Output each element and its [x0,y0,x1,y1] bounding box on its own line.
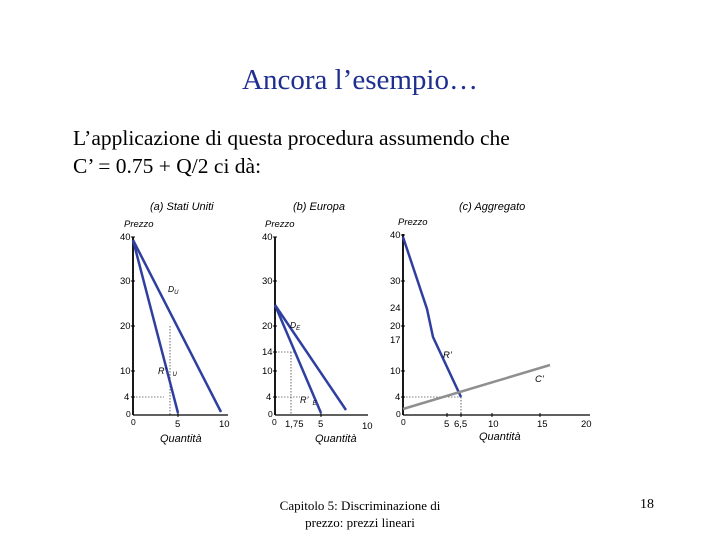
panel-agg-ytick-40: 40 [390,230,401,241]
panel-us-mr-line [133,240,178,413]
panel-agg-ytick-30: 30 [390,276,401,287]
panel-eu-ytick-30: 30 [262,276,273,287]
slide-footer [260,497,460,531]
panel-us-demand-label: $D_U$ [168,284,179,296]
panel-agg-mc-line [403,365,550,409]
panel-eu-xtick-0: 0 [272,417,277,427]
panel-us-title: (a) Stati Uniti [150,201,214,213]
panel-agg-xlabel: Quantità [479,431,521,443]
panel-agg-ytick-24: 24 [390,303,401,314]
panel-agg-xtick-0: 0 [401,417,406,427]
panel-us-ytick-0: 0 [126,409,131,419]
panel-us-xtick-0: 0 [131,417,136,427]
panel-agg-xtick-5: 5 [444,419,450,430]
panel-eu-title: (b) Europa [293,201,345,213]
panel-agg-title: (c) Aggregato [459,201,526,213]
panel-eu-ytick-14: 14 [262,347,273,358]
panel-eu-ytick-20: 20 [262,321,273,332]
panel-us-ytick-20: 20 [120,321,131,332]
footer-line-2: prezzo: prezzi lineari [305,515,415,530]
panel-eu-xtick-1-75: 1,75 [285,419,304,430]
panel-us-ytick-4: 4 [124,392,130,403]
panel-agg-mr-label: R’ [443,350,452,361]
panel-agg-ytick-20: 20 [390,321,401,332]
intro-line-2: C’ = 0.75 + Q/2 ci dà: [73,154,262,178]
panel-agg-mc-label: C’ [535,374,544,385]
panel-us-mr-label: R’ $_U$ [158,366,177,378]
panel-eu-ytick-0: 0 [268,409,273,419]
panel-us-xtick-10: 10 [219,419,230,430]
panel-agg-xtick-20: 20 [581,419,592,430]
slide-title: Ancora l’esempio… [242,64,478,96]
panel-agg-ytick-10: 10 [390,366,401,377]
panel-us-xlabel: Quantità [160,433,202,445]
panel-eu-xtick-5: 5 [318,419,324,430]
panel-us-demand-line [133,240,221,412]
panel-eu-xtick-10: 10 [362,421,373,432]
panel-agg-xtick-10: 10 [488,419,499,430]
panel-eu-xlabel: Quantità [315,433,357,445]
panel-us-ytick-30: 30 [120,276,131,287]
panel-eu [262,201,373,445]
panel-agg-xtick-6-5: 6,5 [454,419,468,430]
panel-agg-ytick-17: 17 [390,335,401,346]
panel-agg-ytick-4: 4 [395,392,401,403]
panel-us-ytick-10: 10 [120,366,131,377]
page-number: 18 [640,497,654,512]
panel-us-ytick-40: 40 [120,232,131,243]
panel-eu-ytick-10: 10 [262,366,273,377]
panel-eu-demand-line [275,305,346,410]
panel-agg-xtick-15: 15 [537,419,548,430]
intro-line-1: L’applicazione di questa procedura assumendo che [73,126,510,150]
panel-eu-mr-label: R’ $_E$ [300,395,317,407]
panel-agg-ylabel: Prezzo [398,217,428,228]
footer-line-1: Capitolo 5: Discriminazione di [279,498,441,513]
panel-agg [390,201,592,443]
panel-eu-ytick-40: 40 [262,232,273,243]
panel-us-xtick-5: 5 [175,419,181,430]
panel-eu-demand-label: $D_E$ [290,320,301,332]
panel-agg-ytick-0: 0 [396,409,401,419]
panel-us-ylabel: Prezzo [124,219,154,230]
panel-eu-ytick-4: 4 [266,392,272,403]
panel-us [120,201,230,445]
panel-eu-ylabel: Prezzo [265,219,295,230]
panel-agg-mr-line [403,237,461,397]
